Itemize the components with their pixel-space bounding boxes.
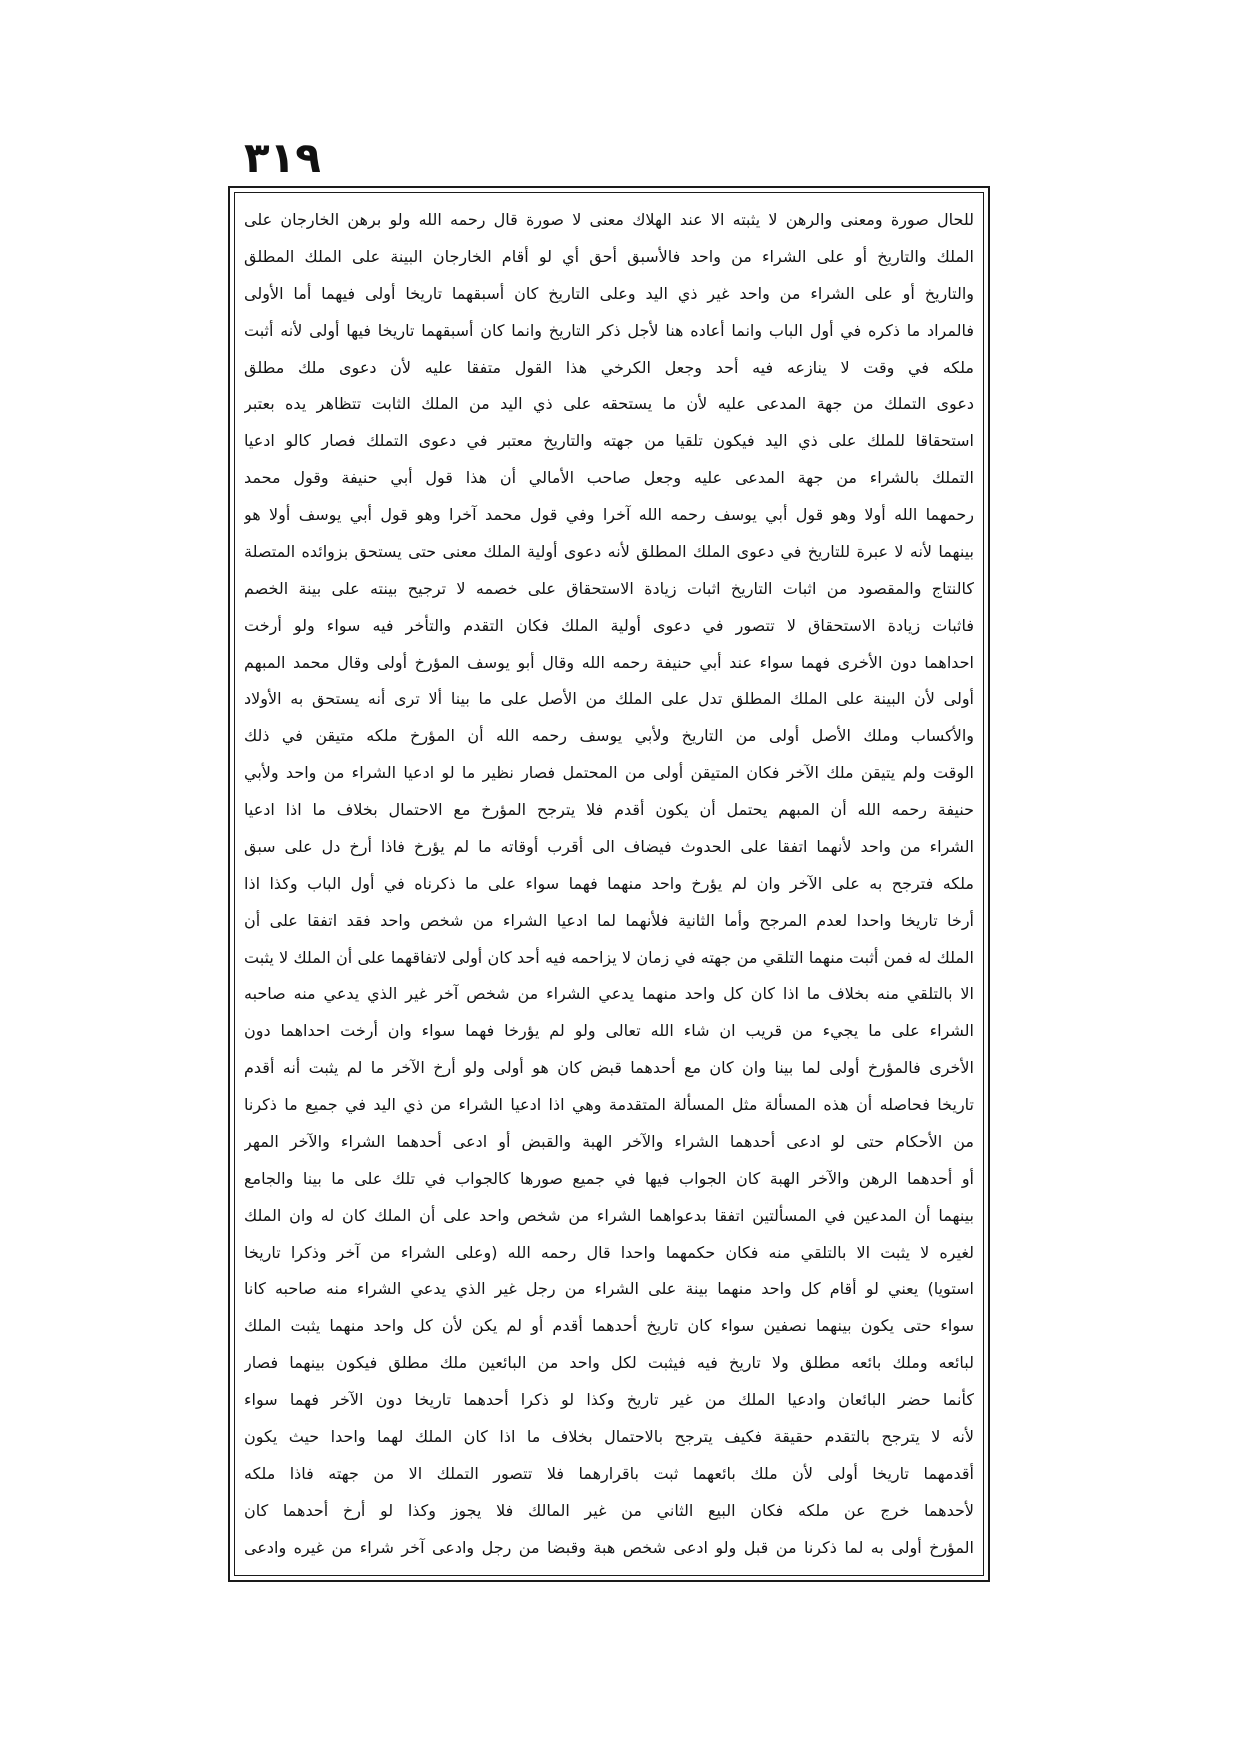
text-line: أولى لأن البينة على الملك المطلق تدل على الملك من الأصل على ما بينا ألا ترى أنه يستحق به الأولاد [244, 689, 974, 709]
text-line: حنيفة رحمه الله أن المبهم يحتمل أن يكون أقدم فلا يترجح المؤرخ مع الاحتمال بخلاف ما اذا ادعيا [244, 800, 974, 819]
text-line: لأنه لا يترجح بالتقدم حقيقة فكيف يترجح بالاحتمال بخلاف ما اذا كان الملك لهما واحدا حيث يكون [244, 1426, 974, 1446]
text-line: لبائعه وملك بائعه مطلق ولا تاريخ فيه فيثبت لكل واحد من البائعين ملك مطلق فيكون بينهما فصار [244, 1353, 974, 1373]
text-line: دعوى التملك من جهة المدعى عليه لأن ما يستحقه على ذي اليد من الملك الثابت تتظاهر يده بعتبر [244, 394, 974, 414]
page-number: ٣١٩ [244, 133, 321, 182]
text-line: لأحدهما خرج عن ملكه فكان البيع الثاني من غير المالك فلا يجوز وكذا لو أرخ أحدهما كان [244, 1500, 974, 1520]
text-line: الشراء من واحد لأنهما اتفقا على الحدوث فيضاف الى أقرب أوقاته ما لم يؤرخ فاذا أرخ دل على سبق [244, 836, 974, 856]
text-line: ملكه فترجح به على الآخر وان لم يؤرخ واحد منهما فهما سواء على ما ذكرناه في أول الباب وكذا اذا [244, 873, 974, 893]
text-line: للحال صورة ومعنى والرهن لا يثبته الا عند الهلاك معنى لا صورة قال رحمه الله ولو برهن الخارجان على [244, 210, 974, 229]
text-line: استويا) يعني لو أقام كل واحد منهما بينة على الشراء من رجل غير الذي يدعي الشراء منه صاحبه كانا [244, 1279, 974, 1299]
text-line: ملكه في وقت لا ينازعه فيه أحد وجعل الكرخي هذا القول متفقا عليه لأن دعوى ملك مطلق [244, 357, 974, 377]
text-line: أقدمهما تاريخا أولى لأن ملك بائعهما ثبت باقرارهما فلا تتصور التملك الا من جهته فاذا ملكه [244, 1463, 974, 1483]
text-line: التملك بالشراء من جهة المدعى عليه وجعل صاحب الأمالي أن هذا قول أبي حنيفة وقول محمد [244, 468, 974, 488]
text-line: والتاريخ أو على الشراء من واحد غير ذي اليد وعلى التاريخ كان أسبقهما تاريخا أولى فيهما أما الأولى [244, 283, 974, 303]
text-line: كالنتاج والمقصود من اثبات التاريخ اثبات زيادة الاستحقاق على خصمه لا ترجيح بينته على بينة الخصم [244, 578, 974, 598]
text-line: الا بالتلقي منه بخلاف ما اذا كان كل واحد منهما يدعي الشراء من شخص آخر غير الذي يدعي منه صاحبه [244, 984, 974, 1004]
text-line: الملك والتاريخ أو على الشراء من واحد فالأسبق أحق أي لو أقام الخارجان البينة على الملك المطلق [244, 246, 974, 266]
text-line: من الأحكام حتى لو ادعى أحدهما الشراء والآخر الهبة والقبض أو ادعى أحدهما الشراء والآخر المهر [244, 1131, 974, 1151]
text-line: الوقت ولم يتيقن ملك الآخر فكان المتيقن أولى من المحتمل فصار نظير ما لو ادعيا الشراء من واحد ولأبي [244, 763, 974, 783]
main-text [244, 202, 974, 1566]
text-line: بينهما أن المدعين في المسألتين اتفقا بدعواهما الشراء من شخص واحد على أن الملك كان له وان الملك [244, 1205, 974, 1225]
text-line: تاريخا فحاصله أن هذه المسألة مثل المسألة المتقدمة وهي اذا ادعيا الشراء من ذي اليد في جميع ما ذكرنا [244, 1095, 974, 1114]
text-line: بينهما لأنه لا عبرة للتاريخ في دعوى الملك المطلق لأنه دعوى أولية الملك معنى حتى يستحق بزوائده المتصلة [244, 541, 974, 561]
text-line: كأنما حضر البائعان وادعيا الملك من غير تاريخ وكذا لو ذكرا أحدهما تاريخا دون الآخر فهما سواء [244, 1390, 974, 1409]
text-line: سواء حتى يكون بينهما نصفين سواء كان تاريخ أحدهما أقدم أو لم يكن لأن كل واحد منهما يثبت الملك [244, 1316, 974, 1336]
text-line: استحقاقا للملك على ذي اليد فيكون تلقيا من جهته والتاريخ معتبر في دعوى التملك فصار كالو ادعيا [244, 431, 974, 451]
text-line: أو أحدهما الرهن والآخر الهبة كان الجواب فيها في جميع صورها كالجواب في تلك على ما بينا والجامع [244, 1168, 974, 1188]
text-line: الملك له فمن أثبت منهما التلقي من جهته في زمان لا يزاحمه فيه أحد كان أولى لاتفاقهما على أن الملك لا يثبت [244, 947, 974, 967]
text-line: احداهما دون الأخرى فهما سواء عند أبي حنيفة رحمه الله وقال أبو يوسف المؤرخ أولى وقال محمد المبهم [244, 652, 974, 672]
text-frame [228, 186, 990, 1582]
text-line: رحمهما الله أولا وهو قول أبي يوسف رحمه الله آخرا وفي قول محمد آخرا وهو قول أبي يوسف أولا هو [244, 505, 974, 524]
text-line: والأكساب وملك الأصل أولى من التاريخ ولأبي يوسف رحمه الله أن المؤرخ ملكه متيقن في ذلك [244, 726, 974, 746]
text-line: المؤرخ أولى به لما ذكرنا من قبل ولو ادعى شخص هبة وقبضا من رجل وادعى آخر شراء من غيره وادعى [244, 1537, 974, 1557]
text-line: الشراء على ما يجيء من قريب ان شاء الله تعالى ولو لم يؤرخا فهما سواء وان أرخت احداهما دون [244, 1021, 974, 1041]
text-line: لغيره لا يثبت الا بالتلقي منه فكان حكمهما واحدا قال رحمه الله (وعلى الشراء من آخر وذكرا تاريخا [244, 1242, 974, 1262]
text-line: الأخرى فالمؤرخ أولى لما بينا وان كان مع أحدهما قبض كان هو أولى ولو أرخ الآخر ما لم يثبت أنه أقدم [244, 1058, 974, 1078]
text-line: أرخا تاريخا واحدا لعدم المرجح وأما الثانية فلأنهما لما ادعيا الشراء من شخص واحد فقد اتفقا على أن [244, 910, 974, 930]
text-line: فالمراد ما ذكره في أول الباب وانما أعاده هنا لأجل ذكر التاريخ وانما كان أسبقهما تاريخا فيها أولى لأنه أثبت [244, 320, 974, 340]
text-line: فاثبات زيادة الاستحقاق لا تتصور في دعوى أولية الملك فكان التقدم والتأخر فيه سواء ولو أرخت [244, 615, 974, 635]
